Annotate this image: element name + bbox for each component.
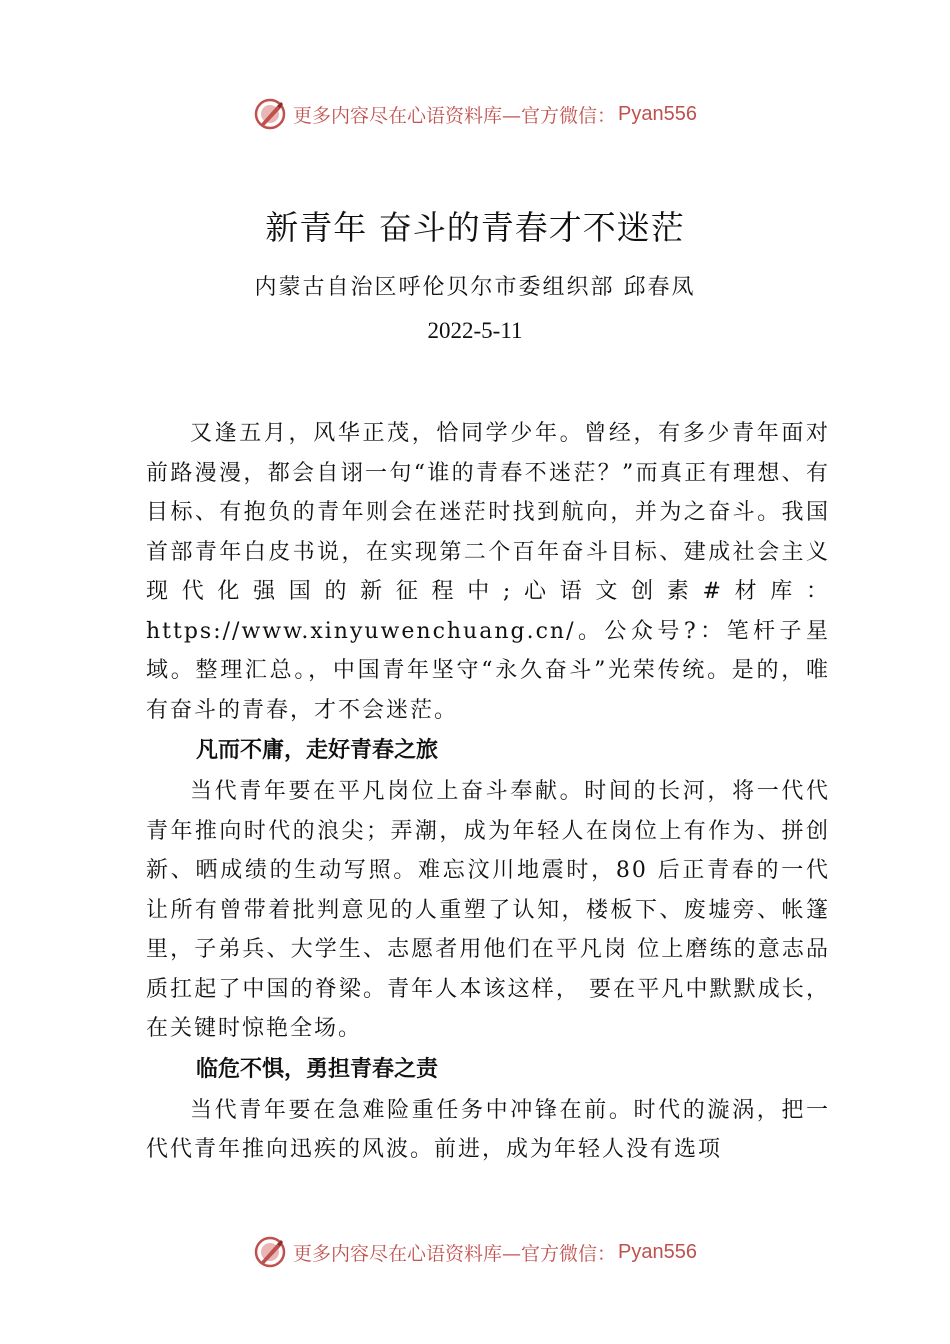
article-date: 2022-5-11	[427, 318, 523, 343]
banner-text: 更多内容尽在心语资料库—官方微信：	[293, 104, 617, 127]
footer-watermark-banner	[0, 1232, 950, 1272]
header-watermark-banner	[0, 94, 950, 134]
paragraph: 当代青年要在急难险重任务中冲锋在前。时代的漩涡，把一代代青年推向迅疾的风波。前进，成为年轻人没有选项	[146, 1097, 830, 1162]
banner-wechat-id: Pyan556	[618, 1240, 697, 1263]
pen-logo-icon	[253, 97, 287, 131]
paragraph: 又逢五月，风华正茂，恰同学少年。曾经，有多少青年面对前路漫漫，都会自诩一句“谁的青春不迷茫？”而真正有理想、有目标、有抱负的青年则会在迷茫时找到航向，并为之奋斗。我国首部青年白皮书说，在实现第二个百年奋斗目标、建成社会主义现代化强国的新征程中;心语文创素#材库：https://www.xinyuwenchuang.cn/。公众号?：笔杆子星域。整理汇总。，中国青年坚守“永久奋斗”光荣传统。是的，唯有奋斗的青春，才不会迷茫。	[146, 421, 830, 723]
section-heading: 临危不惧，勇担青春之责	[196, 1056, 439, 1082]
banner-text: 更多内容尽在心语资料库—官方微信：	[293, 1242, 617, 1265]
article-body	[146, 414, 830, 1170]
article-title: 新青年 奋斗的青春才不迷茫	[265, 208, 685, 247]
pen-logo-icon	[253, 1235, 287, 1269]
banner-wechat-id: Pyan556	[618, 102, 697, 125]
paragraph: 当代青年要在平凡岗位上奋斗奉献。时间的长河，将一代代青年推向时代的浪尖；弄潮，成为年轻人在岗位上有作为、拼创新、晒成绩的生动写照。难忘汶川地震时，80 后正青春的一代让所有曾带着批判意见的人重塑了认知，楼板下、废墟旁、帐篷里，子弟兵、大学生、志愿者用他们在平凡岗 位上磨练的意志品质扛起了中国的脊梁。青年人本该这样， 要在平凡中默默成长，在关键时惊艳全场。	[146, 779, 830, 1041]
article-author: 内蒙古自治区呼伦贝尔市委组织部 邱春凤	[254, 275, 696, 300]
section-heading: 凡而不庸，走好青春之旅	[196, 738, 439, 763]
